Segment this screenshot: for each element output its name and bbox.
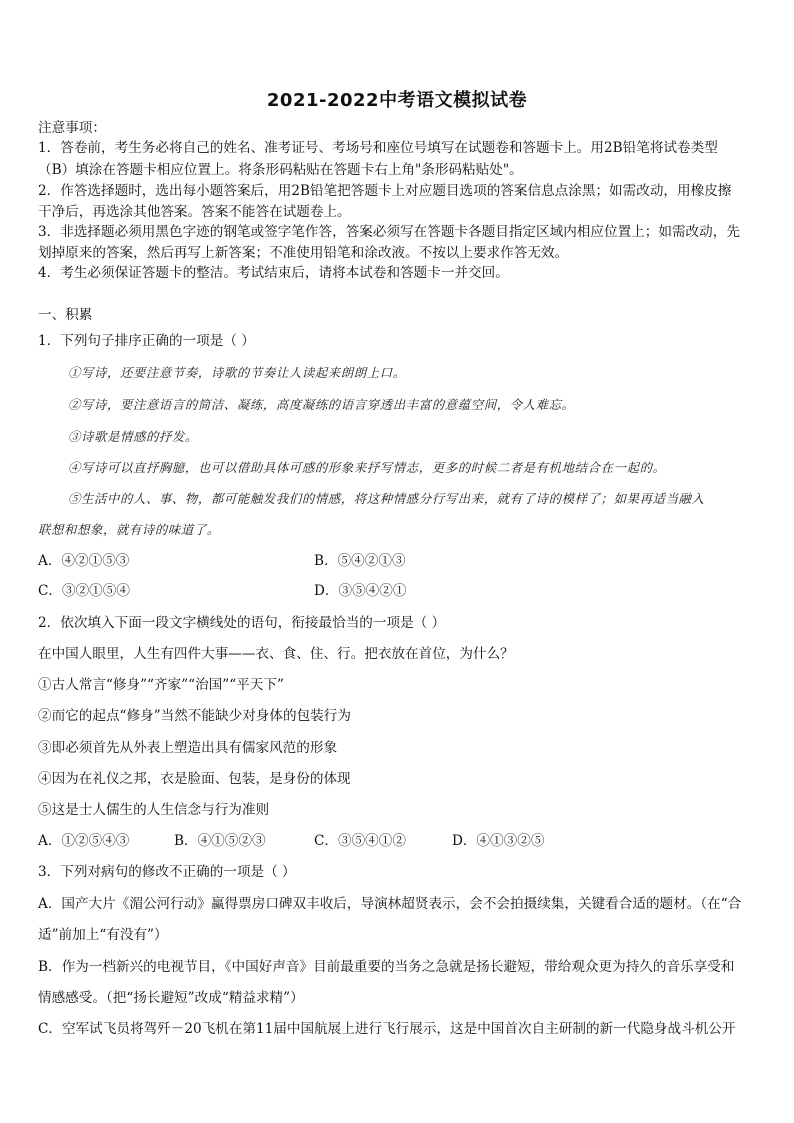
question-1-stem: 1．下列句子排序正确的一项是（ ） <box>38 333 255 349</box>
question-3-stem: 3．下列对病句的修改不正确的一项是（ ） <box>38 864 296 880</box>
question-3-line: C．空军试飞员将驾歼－20飞机在第11届中国航展上进行飞行展示，这是中国首次自主研制的新一代隐身战斗机公开 <box>38 1021 736 1037</box>
question-2-stem: 2．依次填入下面一段文字横线处的语句，衔接最恰当的一项是（ ） <box>38 615 446 631</box>
question-2-option-d: D．④①③②⑤ <box>452 833 545 849</box>
section-heading: 一、积累 <box>38 307 93 323</box>
question-2-item: ③即必须首先从外表上塑造出具有儒家风范的形象 <box>38 740 338 756</box>
notice-line: 干净后，再选涂其他答案。答案不能答在试题卷上。 <box>38 204 351 220</box>
question-2-passage: 在中国人眼里，人生有四件大事——衣、食、住、行。把衣放在首位，为什么？ <box>38 646 514 662</box>
notice-line: 3．非选择题必须用黑色字迹的钢笔或签字笔作答，答案必须写在答题卡各题目指定区域内相应位置上；如需改动，先 <box>38 224 740 240</box>
question-2-option-c: C．③⑤④①② <box>314 833 406 849</box>
notice-line: 1．答卷前，考生务必将自己的姓名、准考证号、考场号和座位号填写在试题卷和答题卡上。用2B铅笔将试卷类型 <box>38 140 718 156</box>
question-1-option-a: A．④②①⑤③ <box>38 553 130 569</box>
question-2-item: ②而它的起点“修身”当然不能缺少对身体的包装行为 <box>38 708 351 724</box>
question-1-sentence: ⑤生活中的人、事、物，都可能触发我们的情感，将这种情感分行写出来，就有了诗的模样了；如果再适当融入 <box>68 491 705 506</box>
question-3-line: 情感感受。（把“扬长避短”改成“精益求精”） <box>38 990 304 1006</box>
notice-line: 划掉原来的答案，然后再写上新答案；不准使用铅笔和涂改液。不按以上要求作答无效。 <box>38 245 569 261</box>
question-2-option-b: B．④①⑤②③ <box>174 833 266 849</box>
exam-title: 2021-2022中考语文模拟试卷 <box>266 90 528 111</box>
question-1-option-b: B．⑤④②①③ <box>314 553 406 569</box>
notice-heading: 注意事项： <box>38 120 106 136</box>
question-3-line: B．作为一档新兴的电视节目，《中国好声音》目前最重要的当务之急就是扬长避短，带给观众更为持久的音乐享受和 <box>38 959 735 975</box>
question-2-option-a: A．①②⑤④③ <box>38 833 130 849</box>
question-2-item: ①古人常言“修身”“齐家”“治国”“平天下” <box>38 677 284 693</box>
question-1-sentence: ②写诗，要注意语言的简洁、凝练，高度凝练的语言穿透出丰富的意蕴空间，令人难忘。 <box>68 397 575 412</box>
question-1-sentence: ③诗歌是情感的抒发。 <box>68 429 198 444</box>
question-1-option-d: D．③⑤④②① <box>314 583 407 599</box>
question-2-item: ④因为在礼仪之邦，衣是脸面、包装，是身份的体现 <box>38 771 351 787</box>
notice-line: 2．作答选择题时，选出每小题答案后，用2B铅笔把答题卡上对应题目选项的答案信息点涂黑；如需改动，用橡皮擦 <box>38 183 732 199</box>
question-3-line: 适”前加上“有没有”） <box>38 927 168 943</box>
notice-line: 4．考生必须保证答题卡的整洁。考试结束后，请将本试卷和答题卡一并交回。 <box>38 265 509 281</box>
question-1-sentence: ①写诗，还要注意节奏，诗歌的节奏让人读起来朗朗上口。 <box>68 365 406 380</box>
question-1-sentence: ④写诗可以直抒胸臆，也可以借助具体可感的形象来抒写情志，更多的时候二者是有机地结合在一起的。 <box>68 460 666 475</box>
question-3-line: A．国产大片《湄公河行动》赢得票房口碑双丰收后，导演林超贤表示，会不会拍摄续集，关键看合适的题材。（在“合 <box>38 896 742 912</box>
question-2-item: ⑤这是士人儒生的人生信念与行为准则 <box>38 802 270 818</box>
notice-line: （B）填涂在答题卡相应位置上。将条形码粘贴在答题卡右上角"条形码粘贴处"。 <box>38 162 523 178</box>
question-1-sentence: 联想和想象，就有诗的味道了。 <box>38 522 220 537</box>
question-1-option-c: C．③②①⑤④ <box>38 583 130 599</box>
